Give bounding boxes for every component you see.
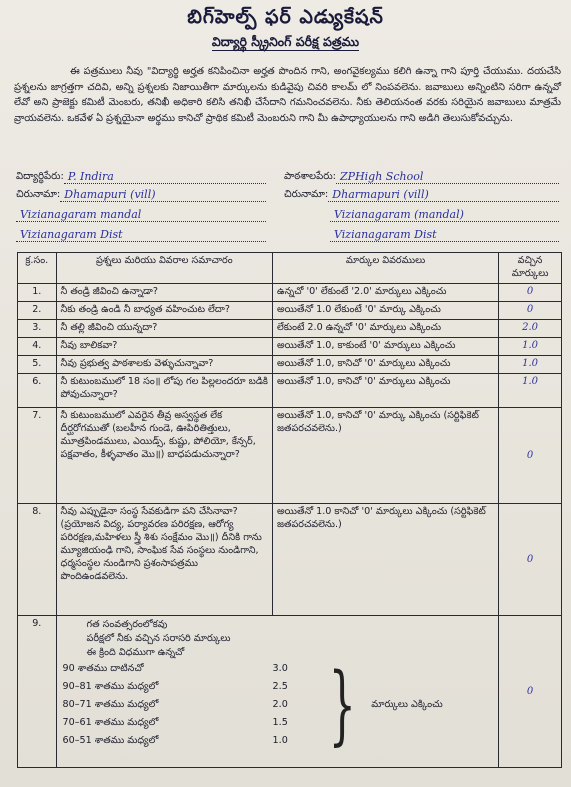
student-address-line2: Vizianagaram mandal [16, 208, 266, 222]
row-number: 9. [18, 616, 57, 768]
right-brace-icon: } [328, 655, 356, 755]
row-number: 1. [18, 284, 57, 302]
row-rule: అయితేనో 1.0, కానిచో '0' మార్కు ఎక్కించు (సర్టిఫికెట్ జతపరచవలెను.) [272, 408, 498, 504]
q9-range-row [63, 732, 273, 750]
student-address-line2-row [16, 208, 266, 222]
row-mark: 0 [499, 504, 562, 616]
row-mark: 0 [499, 408, 562, 504]
school-address-line2: Vizianagaram (mandal) [330, 208, 559, 222]
table-row [18, 302, 562, 320]
row-question: నీవు బాలికవా? [56, 338, 272, 356]
row-rule: అయితేనో 1.0, కానిచో '0' మార్కులు ఎక్కించు [272, 356, 498, 374]
header-questions: ప్రశ్నలు మరియు వివరాల సమాచారం [56, 253, 272, 284]
row-question: నీ తండ్రి జీవించి ఉన్నాడా? [56, 284, 272, 302]
student-address-line3: Vizianagaram Dist [16, 228, 266, 242]
row-mark: 0 [499, 616, 562, 768]
q9-intro-line: పరీక్షలో నీకు వచ్చిన సరాసరి మార్కులు [86, 633, 231, 644]
document-title: బిగ్‌హెల్ప్ ఫర్ ఎడ్యుకేషన్ [187, 6, 384, 28]
school-address-line3-row [284, 228, 559, 242]
header-marks-obtained: వచ్చిన మార్కులు [499, 253, 562, 284]
table-row [18, 408, 562, 504]
student-address-label: చిరునామా: [16, 189, 61, 200]
school-address-field [284, 188, 559, 202]
q9-point: 2.0 [272, 699, 288, 710]
row-mark: 1.0 [499, 356, 562, 374]
row-question: నీ తల్లి జీవించి యున్నదా? [56, 320, 272, 338]
q9-rule: మార్కులు ఎక్కించు [371, 698, 443, 710]
school-address-line2-row [284, 208, 559, 222]
q9-range-row [63, 714, 273, 732]
row-rule: లేకుంటే 2.0 ఉన్నచో '0' మార్కులు ఎక్కించు [272, 320, 498, 338]
q9-point: 2.5 [272, 681, 288, 692]
table-row [18, 338, 562, 356]
row-rule: అయితేనో 1.0 కానిచో '0' మార్కులు ఎక్కించు (సర్టిఫికెట్ జతపరచవలెను.) [272, 504, 498, 616]
q9-intro-line: గత సంవత్సరంలోకవు [86, 619, 168, 630]
table-row-q9 [18, 616, 562, 768]
school-address-line3: Vizianagaram Dist [330, 228, 559, 242]
q9-range-row [63, 660, 273, 678]
student-name-label: విద్యార్థిపేరు: [16, 171, 64, 182]
row-mark: 1.0 [499, 338, 562, 356]
row-question: నీకు తండ్రి ఉండి నీ బాధ్యత వహించుట లేదా? [56, 302, 272, 320]
row-question: నీ కుటుంబములో ఎవరైన తీవ్ర అస్వస్థత లేక దీర్ఘరోగముతో (బలహీన గుండె, ఊపిరితిత్తులు, మూత్రపిండములు, ఎయిడ్స్, కుష్టు, పోలియో, కేన్సర్, పక్షవాతం, కీళ్ళవాతం మొ॥) బాధపడుచున్నారా? [56, 408, 272, 504]
school-address-label: చిరునామా: [284, 189, 329, 200]
row-number: 3. [18, 320, 57, 338]
row-number: 5. [18, 356, 57, 374]
school-name-label: పాఠశాలపేరు: [284, 171, 337, 182]
student-address-line1: Dhamapuri (vill) [60, 188, 266, 202]
q9-range-row [63, 696, 273, 714]
q9-intro [87, 618, 493, 660]
header-marks-details: మార్కుల వివరములు [272, 253, 498, 284]
row-question: నీవు ఎప్పుడైనా సంస్థ సేవకుడిగా పని చేసినావా? (ప్రయోజన విద్య, పర్యావరణ పరిరక్షణ, ఆరోగ్య పరిరక్షణ,మహిళలు స్త్రీ శిశు సంక్షేమం మొ॥) దీనికి గాను మ్యూజియంఢి గాని, సాంఘిక సేవ సంస్థలు నుండిగాని, ధర్మసంస్థల నుండిగాని ప్రశంసాపత్రము పొందిఉండవలెను. [56, 504, 272, 616]
row-mark: 0 [499, 302, 562, 320]
row-rule: అయితేనో 1.0, కాకుంటే '0' మార్కులు ఎక్కించు [272, 338, 498, 356]
table-row [18, 356, 562, 374]
q9-points [273, 660, 313, 750]
row-rule: అయితేనో 1.0, కానిచో '0' మార్కులు ఎక్కించు [272, 374, 498, 408]
row-number: 4. [18, 338, 57, 356]
table-row [18, 320, 562, 338]
q9-point: 1.0 [272, 735, 288, 746]
student-name-field [16, 170, 266, 184]
row-number: 8. [18, 504, 57, 616]
q9-range: 90 శాతము దాటినచో [62, 662, 144, 674]
q9-ranges [63, 660, 273, 750]
row-number: 7. [18, 408, 57, 504]
row-rule: అయితేనో 1.0 లేకుంటే '0' మార్కు ఎక్కించు [272, 302, 498, 320]
row-question: నీవు ప్రభుత్వ పాఠశాలకు వెళ్ళుచున్నావా? [56, 356, 272, 374]
table-row [18, 504, 562, 616]
header-serial: క్ర.సం. [18, 253, 57, 284]
q9-range: 90–81 శాతము మధ్యలో [62, 680, 159, 692]
row-mark: 1.0 [499, 374, 562, 408]
table-row [18, 284, 562, 302]
row-question: నీ కుటుంబములో 18 సం॥ లోపు గల పిల్లలందరూ బడికి పోవుచున్నారా? [56, 374, 272, 408]
student-address-field [16, 188, 266, 202]
subtitle-text: విద్యార్థి స్క్రీనింగ్ పరీక్ష పత్రము [211, 34, 360, 49]
school-address-line1: Dharmapuri (vill) [328, 188, 559, 202]
q9-range: 80–71 శాతము మధ్యలో [62, 698, 159, 710]
q9-range: 70–61 శాతము మధ్యలో [62, 716, 159, 728]
q9-point: 1.5 [272, 717, 288, 728]
student-info-fields [16, 170, 561, 244]
document-subtitle [0, 34, 571, 53]
student-address-line3-row [16, 228, 266, 242]
row-mark: 0 [499, 284, 562, 302]
screening-table [17, 252, 562, 768]
table-header-row [18, 253, 562, 284]
row-mark: 2.0 [499, 320, 562, 338]
q9-intro-line: ఈ క్రింది విధముగా ఉన్నచో [86, 647, 185, 658]
intro-paragraph: ఈ పత్రములు నీవు "విద్యార్థి అర్హత కనిపించినా అర్హత పొందిన గాని, అంగవైకల్యము కలిగి ఉన్నా గాని పూర్తి చేయుము. దయచేసి ప్రశ్నలను జాగ్రత్తగా చదివి, అన్ని ప్రశ్నలకు నిజాయితీగా మార్కులను కుడివైపు చివరి కాలమ్ లో నింపవలెను. జవాబులు అన్నింటిని సరిగా ఉన్నవో లేవో అని ప్రాజెక్టు కమిటీ మెంబరు, తనిఖీ అధికారి కలిసి తనిఖీ చేసేదాని గమనించవలెను. నీకు తెలియనంత వరకు సరియైన జవాబులు మాత్రమే వ్రాయవలెను. ఒకవేళ ఏ ప్రశ్నయైనా అర్థము కానిచో ప్రాథిక కమిటీ మెంబరుని గాని మీ ఉపాధ్యాయులను గాని అడిగి తెలుసుకోవచ్చును. [14, 66, 561, 124]
row-rule: ఉన్నచో '0' లేకుంటే '2.0' మార్కులు ఎక్కించు [272, 284, 498, 302]
school-name-value: ZPHigh School [336, 170, 559, 184]
table-row [18, 374, 562, 408]
q9-cell [56, 616, 499, 768]
row-number: 6. [18, 374, 57, 408]
q9-grade-block [62, 655, 493, 755]
q9-range-row [63, 678, 273, 696]
q9-point: 3.0 [272, 663, 288, 674]
student-name-value: P. Indira [64, 170, 266, 184]
row-number: 2. [18, 302, 57, 320]
q9-range: 60–51 శాతము మధ్యలో [62, 734, 159, 746]
school-name-field [284, 170, 559, 184]
